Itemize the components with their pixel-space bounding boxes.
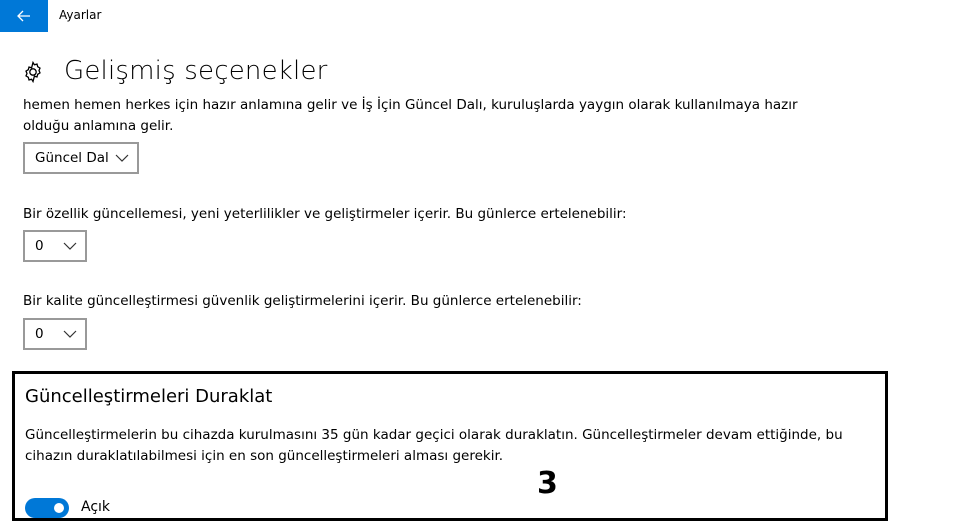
quality-update-description: Bir kalite güncelleştirmesi güvenlik geliştirmelerini içerir. Bu günlerce ertelenebilir:	[23, 293, 582, 309]
branch-select[interactable]	[23, 142, 139, 174]
arrow-left-icon	[17, 10, 31, 22]
pause-updates-toggle-label: Açık	[81, 499, 111, 515]
branch-description: hemen hemen herkes için hazır anlamına gelir ve İş İçin Güncel Dalı, kuruluşlarda yaygın olarak kullanılmaya hazır olduğu anlamına gelir.	[23, 97, 798, 134]
page-title: Gelişmiş seçenekler	[64, 56, 328, 86]
app-title: Ayarlar	[59, 8, 102, 22]
pause-updates-title: Güncelleştirmeleri Duraklat	[25, 386, 273, 407]
chevron-down-icon	[63, 240, 77, 252]
quality-update-defer-value: 0	[35, 326, 44, 342]
feature-update-description: Bir özellik güncellemesi, yeni yeterlilikler ve geliştirmeler içerir. Bu günlerce ertelenebilir:	[23, 206, 627, 222]
chevron-down-icon	[115, 152, 129, 164]
toggle-knob	[54, 503, 64, 513]
quality-update-defer-select[interactable]	[23, 318, 87, 350]
annotation-number: 3	[537, 466, 558, 501]
feature-update-defer-select[interactable]	[23, 230, 87, 262]
pause-updates-toggle[interactable]	[25, 498, 69, 518]
pause-updates-section	[12, 371, 888, 521]
back-button[interactable]	[0, 0, 48, 32]
branch-select-value: Güncel Dal	[35, 150, 109, 166]
gear-icon	[21, 60, 45, 84]
feature-update-defer-value: 0	[35, 238, 44, 254]
chevron-down-icon	[63, 328, 77, 340]
pause-updates-description: Güncelleştirmelerin bu cihazda kurulmasını 35 gün kadar geçici olarak duraklatın. Güncelleştirmeler devam ettiğinde, bu cihazın duraklatılabilmesi için en son güncelleştirmeleri alması gerekir.	[25, 427, 843, 464]
